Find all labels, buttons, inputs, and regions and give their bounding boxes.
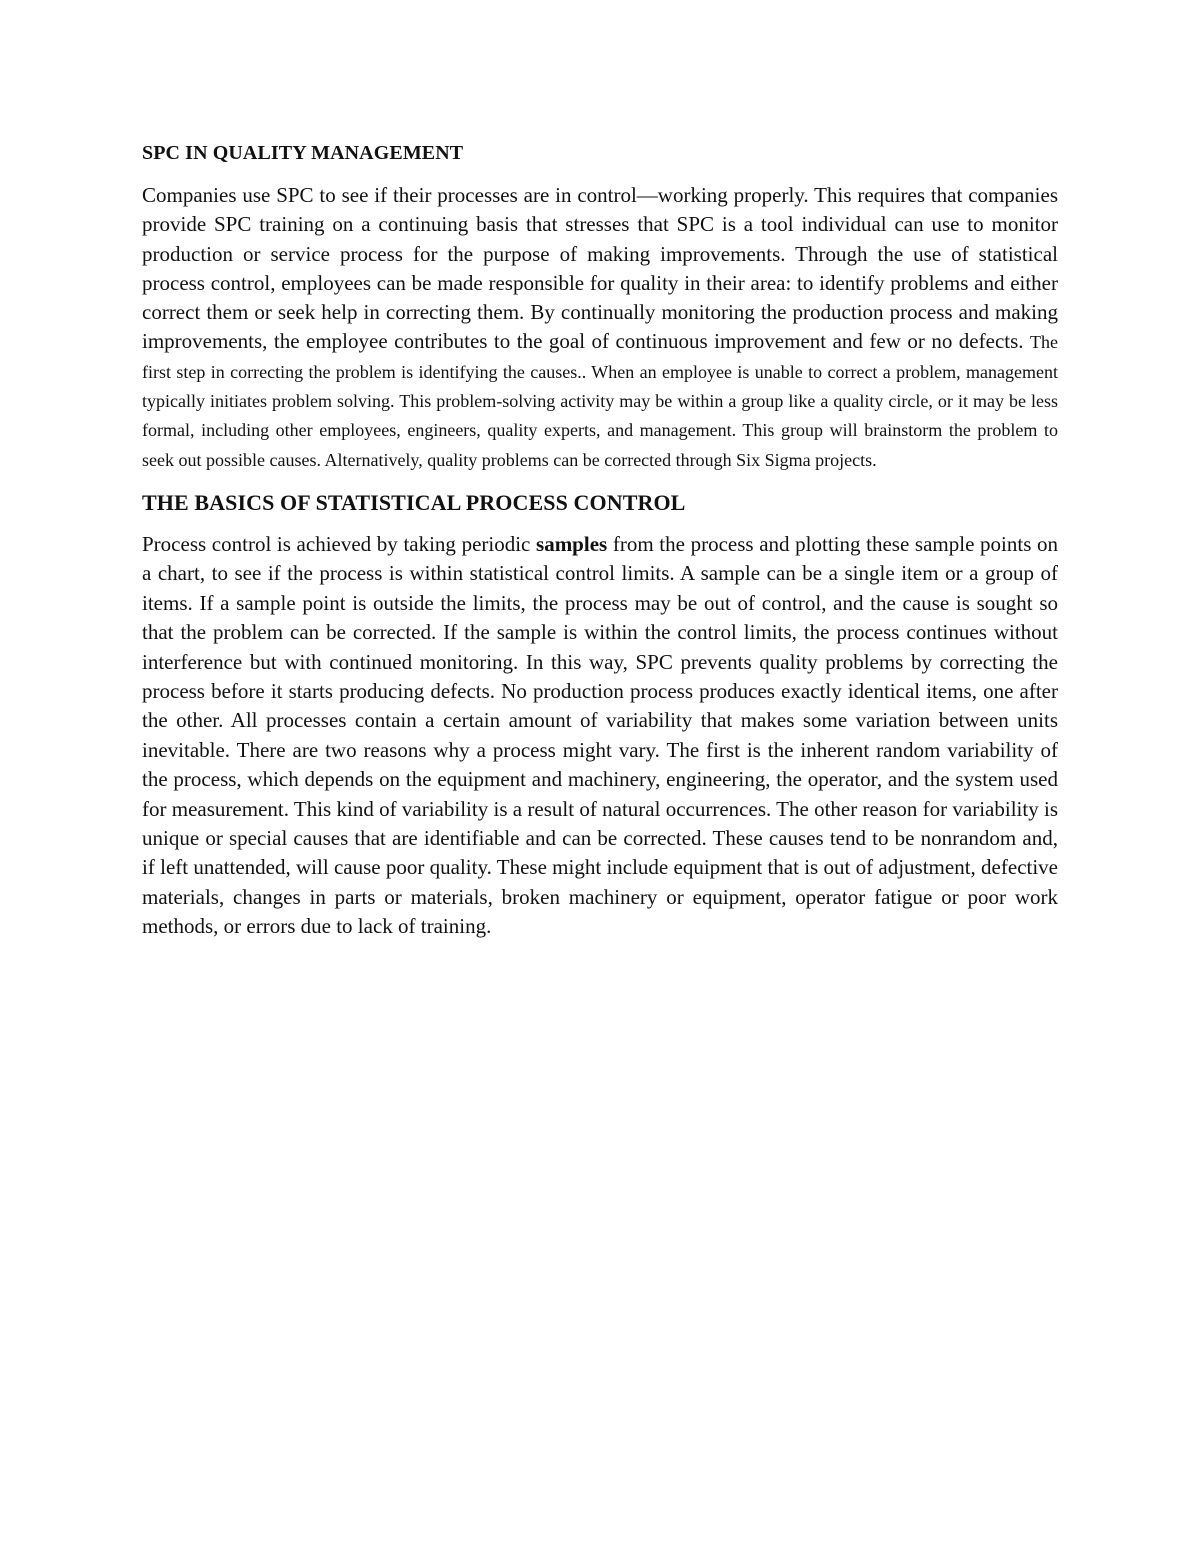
paragraph-text-after-bold: from the process and plotting these sample points on a chart, to see if the process is within statistical control limits. A sample can be a single item or a group of items. If a sample point is outside the limits, the process may be out of control, and the cause is sought so that the problem can be corrected. If the sample is within the control limits, the process continues without interference but with continued monitoring. In this way, SPC prevents quality problems by correcting the process before it starts producing defects. No production process produces exactly identical items, one after the other. All processes contain a certain amount of variability that makes some variation between units inevitable. There are two reasons why a process might vary. The first is the inherent random variability of the process, which depends on the equipment and machinery, engineering, the operator, and the system used for measurement. This kind of variability is a result of natural occurrences. The other reason for variability is unique or special causes that are identifiable and can be corrected. These causes tend to be nonrandom and, if left unattended, will cause poor quality. These might include equipment that is out of adjustment, defective materials, changes in parts or materials, broken machinery or equipment, operator fatigue or poor work methods, or errors due to lack of training. (142, 531, 1059, 939)
section-heading-spc-quality-management: SPC IN QUALITY MANAGEMENT (142, 142, 464, 164)
document-body (142, 138, 1058, 942)
paragraph-text-part-b: The first step in correcting the problem is identifying the causes.. When an employee is unable to correct a problem, management typically initiates problem solving. This problem-solving activity may be within a group like a quality circle, or it may be less formal, including other employees, engineers, quality experts, and management. This group will brainstorm the problem to seek out possible causes. Alternatively, quality problems can be corrected through Six Sigma projects. (142, 332, 1058, 470)
section-paragraph-basics-spc (142, 530, 1058, 942)
bold-term-samples: samples (536, 531, 608, 556)
paragraph-text-part-a: Companies use SPC to see if their processes are in control—working properly. This requires that companies provide SPC training on a continuing basis that stresses that SPC is a tool individual can use to monitor production or service process for the purpose of making improvements. Through the use of statistical process control, employees can be made responsible for quality in their area: to identify problems and either correct them or seek help in correcting them. By continually monitoring the production process and making improvements, the employee contributes to the goal of continuous improvement and few or no defects. (142, 183, 1058, 354)
section-paragraph-spc-quality-management (142, 181, 1058, 474)
section-heading-basics-spc: THE BASICS OF STATISTICAL PROCESS CONTROL (142, 489, 686, 515)
paragraph-text-before-bold: Process control is achieved by taking periodic (142, 531, 537, 556)
